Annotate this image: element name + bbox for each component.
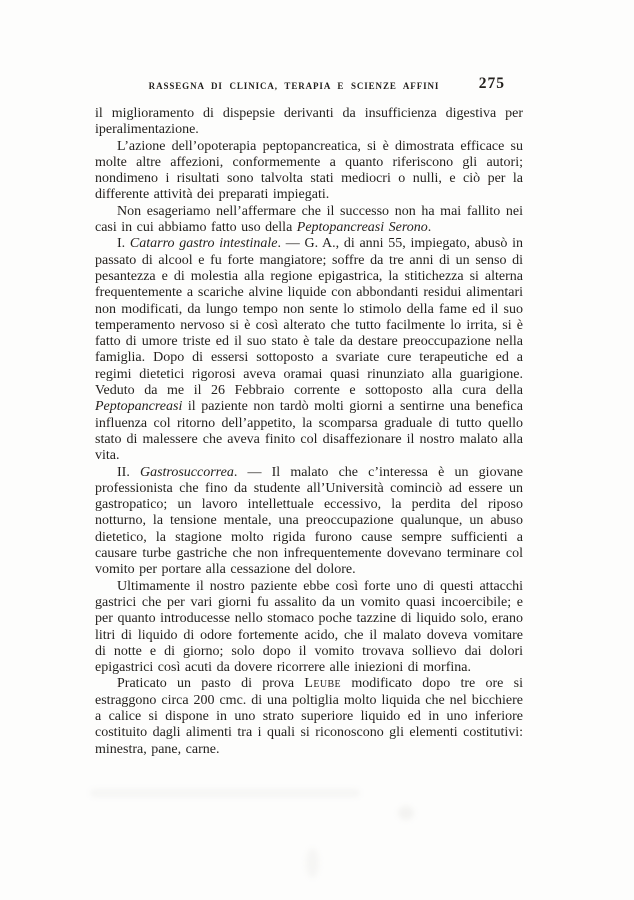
- text-run: Non esageriamo nell’affermare che il successo non ha mai fallito nei casi in cui abbiamo fatto uso della: [95, 203, 523, 236]
- scan-artifact: [90, 789, 360, 797]
- paragraph: [95, 579, 523, 677]
- text-run: . — G. A., di anni 55, impiegato, abusò in passato di alcool e fu forte mangiatore; soffre da tre anni di un senso di pesantezza e di molestia alla regione epigastrica, la stitichezza si alterna frequentemente a scariche alvine liquide con abbondanti residui alimentari non modificati, da lungo tempo non sente lo stimolo della fame ed il suo temperamento nervoso si è così alterato che tutto facilmente lo irrita, si è fatto di umore triste ed il suo stato è tale da destare preoccupazione nella famiglia. Dopo di essersi sottoposto a svariate cure terapeutiche ed a regimi dietetici rigorosi aveva oramai quasi rinunziato alla guarigione. Veduto da me il 26 Febbraio corrente e sottoposto alla cura della: [95, 236, 523, 399]
- paragraph: [95, 204, 523, 237]
- text-run: I.: [117, 236, 130, 252]
- text-run: il paziente non tardò molti giorni a sentirne una benefica influenza col ritorno dell’appetito, la scomparsa graduale di tutto quello stato di malessere che aveva finito col disaffezionare il nostro malato alla vita.: [95, 399, 523, 464]
- text-run: Praticato un pasto di prova: [117, 676, 305, 692]
- paragraph: [95, 106, 523, 139]
- page-header: [95, 77, 523, 95]
- scan-artifact: [398, 806, 414, 820]
- smallcaps-text-run: Leube: [304, 676, 342, 692]
- scan-artifact: [306, 848, 319, 878]
- page-body: [95, 106, 523, 758]
- paragraph: [95, 139, 523, 204]
- paragraph: [95, 676, 523, 757]
- text-run: modificato dopo tre ore si estraggono circa 200 cmc. di una poltiglia molto liquida che nel bicchiere a calice si dispone in uno strato superiore liquido ed in uno inferiore costituito dagli alimenti tra i quali si riconoscono gli elementi costitutivi: minestra, pane, carne.: [95, 676, 523, 757]
- text-run: II.: [117, 464, 140, 480]
- paragraph: [95, 465, 523, 579]
- text-run: . — Il malato che c’interessa è un giovane professionista che fino da studente all’Università cominciò ad essere un gastropatico; un lavoro intellettuale eccessivo, la perdita del riposo notturno, la tensione mentale, una preoccupazione qualunque, un abuso dietetico, la stagione molto rigida furono cause sempre sufficienti a causare turbe gastriche che non infrequentemente dovevano terminare col vomito per portare alla cessazione del dolore.: [95, 464, 523, 578]
- italic-text-run: Gastrosuccorrea: [139, 464, 234, 480]
- italic-text-run: Peptopancreasi: [95, 399, 183, 415]
- italic-text-run: Catarro gastro intestinale: [129, 236, 278, 252]
- text-run: Ultimamente il nostro paziente ebbe così forte uno di questi attacchi gastrici che per vari giorni fu assalito da un vomito quasi incoercibile; e per quanto introducesse nello stomaco poche tazzine di liquido solo, erano litri di liquido di odore fortemente acido, che il malato doveva vomitare di notte e di giorno; solo dopo il vomito trovava sollievo dai dolori epigastrici così acuti da dovere ricorrere alle iniezioni di morfina.: [95, 578, 523, 676]
- text-run: .: [427, 220, 432, 236]
- italic-text-run: Peptopancreasi Serono: [296, 220, 428, 236]
- text-run: L’azione dell’opoterapia peptopancreatica, si è dimostrata efficace su molte altre affezioni, conformemente a quanto riferiscono gli autori; nondimeno i risultati sono talvolta stati mediocri o nulli, e ciò per la differente attività dei preparati impiegati.: [95, 138, 523, 203]
- paragraph: [95, 236, 523, 464]
- page-number: 275: [478, 75, 505, 92]
- journal-title: RASSEGNA DI CLINICA, TERAPIA E SCIENZE AFFINI: [148, 81, 440, 91]
- text-run: il miglioramento di dispepsie derivanti da insufficienza digestiva per iperalimentazione.: [95, 106, 523, 138]
